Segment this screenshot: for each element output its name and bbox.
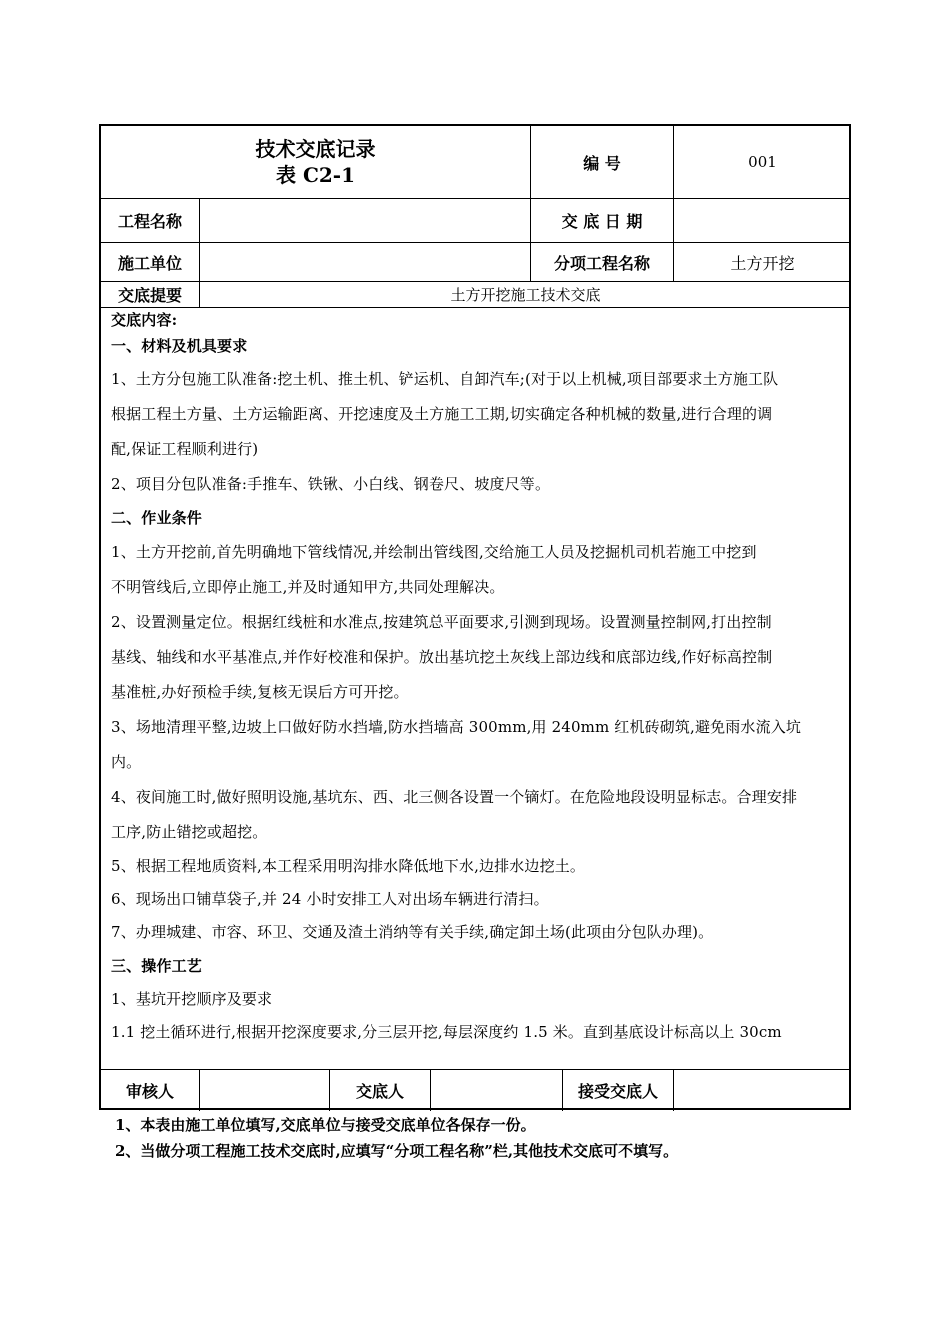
content-line: 2、设置测量定位。根据红线桩和水准点,按建筑总平面要求,引测到现场。设置测量控制网,打出控制 bbox=[111, 613, 772, 631]
number-value: 001 bbox=[748, 153, 777, 171]
subproject-value: 土方开挖 bbox=[730, 253, 795, 273]
content-line: 1.1 挖土循环进行,根据开挖深度要求,分三层开挖,每层深度约 1.5 米。直到基底设计标高以上 30cm bbox=[111, 1023, 782, 1041]
form-notes bbox=[115, 1112, 678, 1164]
content-line: 4、夜间施工时,做好照明设施,基坑东、西、北三侧各设置一个镝灯。在危险地段设明显标志。合理安排 bbox=[111, 788, 798, 806]
content-line: 1、基坑开挖顺序及要求 bbox=[111, 990, 273, 1008]
reviewer-label: 审核人 bbox=[125, 1081, 174, 1101]
unit-label: 施工单位 bbox=[117, 253, 182, 273]
subproject-label: 分项工程名称 bbox=[553, 253, 650, 273]
receiver-value[interactable] bbox=[674, 1070, 851, 1110]
content-line: 1、土方开挖前,首先明确地下管线情况,并绘制出管线图,交给施工人员及挖掘机司机若施工中挖到 bbox=[111, 543, 757, 561]
summary-value: 土方开挖施工技术交底 bbox=[450, 286, 601, 304]
section-heading: 一、材料及机具要求 bbox=[111, 337, 248, 355]
form-code: 表 C2-1 bbox=[275, 163, 355, 187]
note-line: 1、本表由施工单位填写,交底单位与接受交底单位各保存一份。 bbox=[115, 1116, 536, 1134]
unit-value[interactable] bbox=[200, 243, 530, 281]
technical-disclosure-form bbox=[99, 124, 851, 1110]
content-heading: 交底内容: bbox=[111, 311, 178, 329]
content-line: 7、办理城建、市容、环卫、交通及渣土消纳等有关手续,确定卸土场(此项由分包队办理)。 bbox=[111, 923, 714, 941]
receiver-label: 接受交底人 bbox=[577, 1081, 658, 1101]
section-heading: 二、作业条件 bbox=[111, 509, 202, 527]
reviewer-value[interactable] bbox=[200, 1070, 329, 1110]
content-line: 基线、轴线和水平基准点,并作好校准和保护。放出基坑挖土灰线上部边线和底部边线,作好标高控制 bbox=[111, 648, 773, 666]
content-line: 根据工程土方量、土方运输距离、开挖速度及土方施工工期,切实确定各种机械的数量,进行合理的调 bbox=[111, 405, 773, 423]
form-title bbox=[101, 126, 530, 198]
number-label: 编 号 bbox=[583, 153, 621, 173]
disclosure-content bbox=[111, 310, 846, 1049]
section-heading: 三、操作工艺 bbox=[111, 957, 202, 975]
content-line: 内。 bbox=[111, 753, 142, 771]
date-label: 交 底 日 期 bbox=[561, 212, 643, 231]
date-value[interactable] bbox=[674, 199, 851, 242]
content-line: 配,保证工程顺利进行) bbox=[111, 440, 259, 458]
content-line: 2、项目分包队准备:手推车、铁锹、小白线、钢卷尺、坡度尺等。 bbox=[111, 475, 551, 493]
content-line: 6、现场出口铺草袋子,并 24 小时安排工人对出场车辆进行清扫。 bbox=[111, 890, 549, 908]
form-title-main: 技术交底记录 bbox=[255, 137, 376, 161]
summary-label: 交底提要 bbox=[117, 286, 182, 305]
content-line: 工序,防止错挖或超挖。 bbox=[111, 823, 268, 841]
content-line: 基准桩,办好预检手续,复核无误后方可开挖。 bbox=[111, 683, 409, 701]
content-line: 1、土方分包施工队准备:挖土机、推土机、铲运机、自卸汽车;(对于以上机械,项目部要求土方施工队 bbox=[111, 370, 779, 388]
content-line: 3、场地清理平整,边坡上口做好防水挡墙,防水挡墙高 300mm,用 240mm 红机砖砌筑,避免雨水流入坑 bbox=[111, 718, 802, 736]
content-line: 5、根据工程地质资料,本工程采用明沟排水降低地下水,边排水边挖土。 bbox=[111, 857, 586, 875]
row-divider bbox=[101, 307, 849, 308]
project-name-label: 工程名称 bbox=[117, 212, 182, 231]
content-line: 不明管线后,立即停止施工,并及时通知甲方,共同处理解决。 bbox=[111, 578, 505, 596]
discloser-label: 交底人 bbox=[355, 1081, 404, 1101]
project-name-value[interactable] bbox=[200, 199, 530, 242]
discloser-value[interactable] bbox=[431, 1070, 562, 1110]
note-line: 2、当做分项工程施工技术交底时,应填写“分项工程名称”栏,其他技术交底可不填写。 bbox=[115, 1142, 679, 1160]
